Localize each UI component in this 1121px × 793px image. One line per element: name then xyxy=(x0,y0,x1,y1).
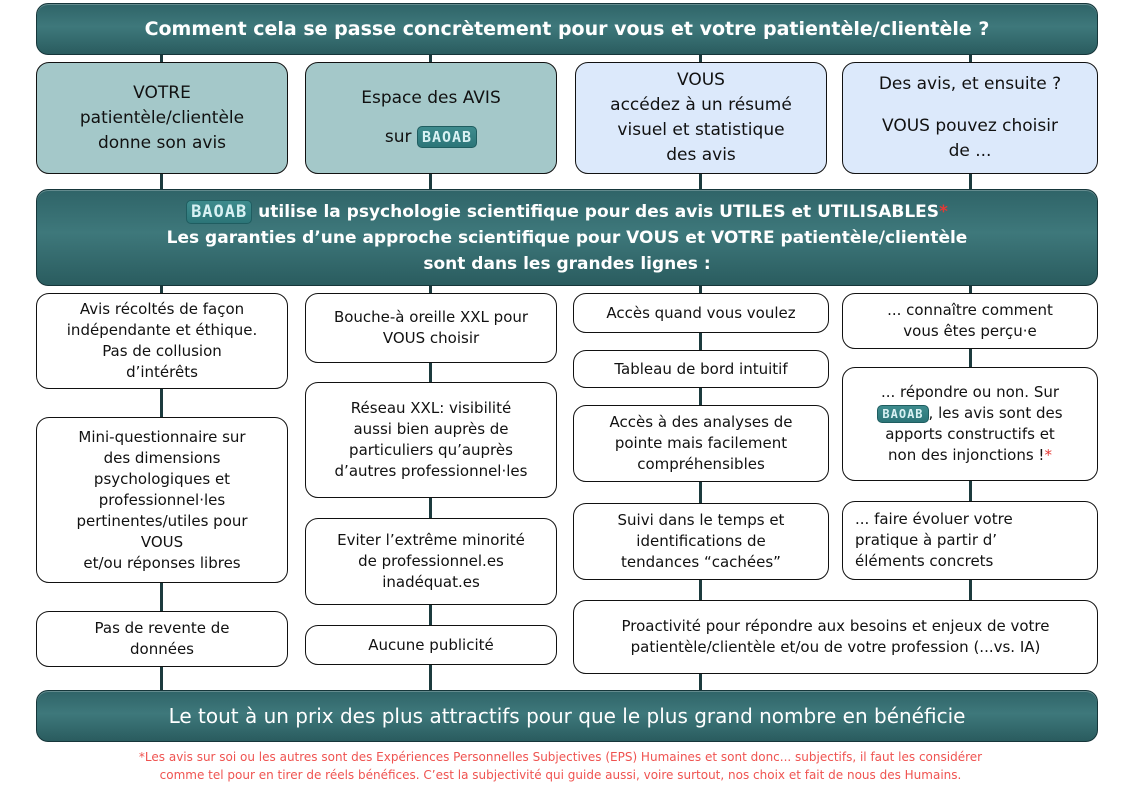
guarantee-word-of-mouth: Bouche-à oreille XXL pour VOUS choisir xyxy=(305,293,557,363)
guarantee-avoid-inadequate: Eviter l’extrême minorité de professionnel.es inadéquat.es xyxy=(305,518,557,605)
guarantee-no-data-resale: Pas de revente de données xyxy=(36,611,288,667)
step-patients-give-opinion: VOTRE patientèle/clientèle donne son avis xyxy=(36,62,288,174)
feature-access-anytime: Accès quand vous voulez xyxy=(573,293,829,333)
guarantee-no-ads: Aucune publicité xyxy=(305,625,557,665)
baoab-logo: BAOAB xyxy=(877,405,928,423)
feature-dashboard: Tableau de bord intuitif xyxy=(573,350,829,388)
step-then-choose: Des avis, et ensuite ? VOUS pouvez choisir de ... xyxy=(842,62,1098,174)
guarantee-independent-ethical: Avis récoltés de façon indépendante et éthique. Pas de collusion d’intérêts xyxy=(36,293,288,389)
baoab-logo: BAOAB xyxy=(417,126,477,148)
footnote: *Les avis sur soi ou les autres sont des Expériences Personnelles Subjectives (EPS) Humaines et sont donc... subjectifs, il faut les considérer comme tel pour en tirer de réels bénéfices. C’est la subjectivité qui guide aussi, voire surtout, nos choix et fait de nous des Humains. xyxy=(138,750,983,782)
choice-evolve-practice: ... faire évoluer votre pratique à partir d’ éléments concrets xyxy=(842,501,1098,580)
step-you-access-summary: VOUS accédez à un résumé visuel et statistique des avis xyxy=(575,62,827,174)
science-banner: BAOAB utilise la psychologie scientifique pour des avis UTILES et UTILISABLES* Les garanties d’une approche scientifique pour VOUS et VOTRE patientèle/clientèle sont dans les grandes lignes : xyxy=(36,189,1098,286)
choice-know-perception: ... connaître comment vous êtes perçu·e xyxy=(842,293,1098,349)
baoab-logo: BAOAB xyxy=(186,200,252,224)
proactivity-box: Proactivité pour répondre aux besoins et enjeux de votre patientèle/clientèle et/ou de votre profession (...vs. IA) xyxy=(573,600,1098,674)
title-banner xyxy=(36,3,1098,55)
feature-advanced-analyses: Accès à des analyses de pointe mais facilement compréhensibles xyxy=(573,405,829,482)
choice-respond-or-not: ... répondre ou non. Sur BAOAB , les avis sont des apports constructifs et non des injonctions !* xyxy=(842,367,1098,481)
page-title: Comment cela se passe concrètement pour vous et votre patientèle/clientèle ? xyxy=(144,18,990,40)
guarantee-network-visibility: Réseau XXL: visibilité aussi bien auprès de particuliers qu’auprès d’autres professionnel·les xyxy=(305,382,557,498)
guarantee-mini-questionnaire: Mini-questionnaire sur des dimensions psychologiques et professionnel·les pertinentes/utiles pour VOUS et/ou réponses libres xyxy=(36,417,288,583)
price-banner: Le tout à un prix des plus attractifs pour que le plus grand nombre en bénéficie xyxy=(36,690,1098,742)
feature-trend-tracking: Suivi dans le temps et identifications de tendances “cachées” xyxy=(573,503,829,580)
step-reviews-space: Espace des AVIS sur BAOAB xyxy=(305,62,557,174)
